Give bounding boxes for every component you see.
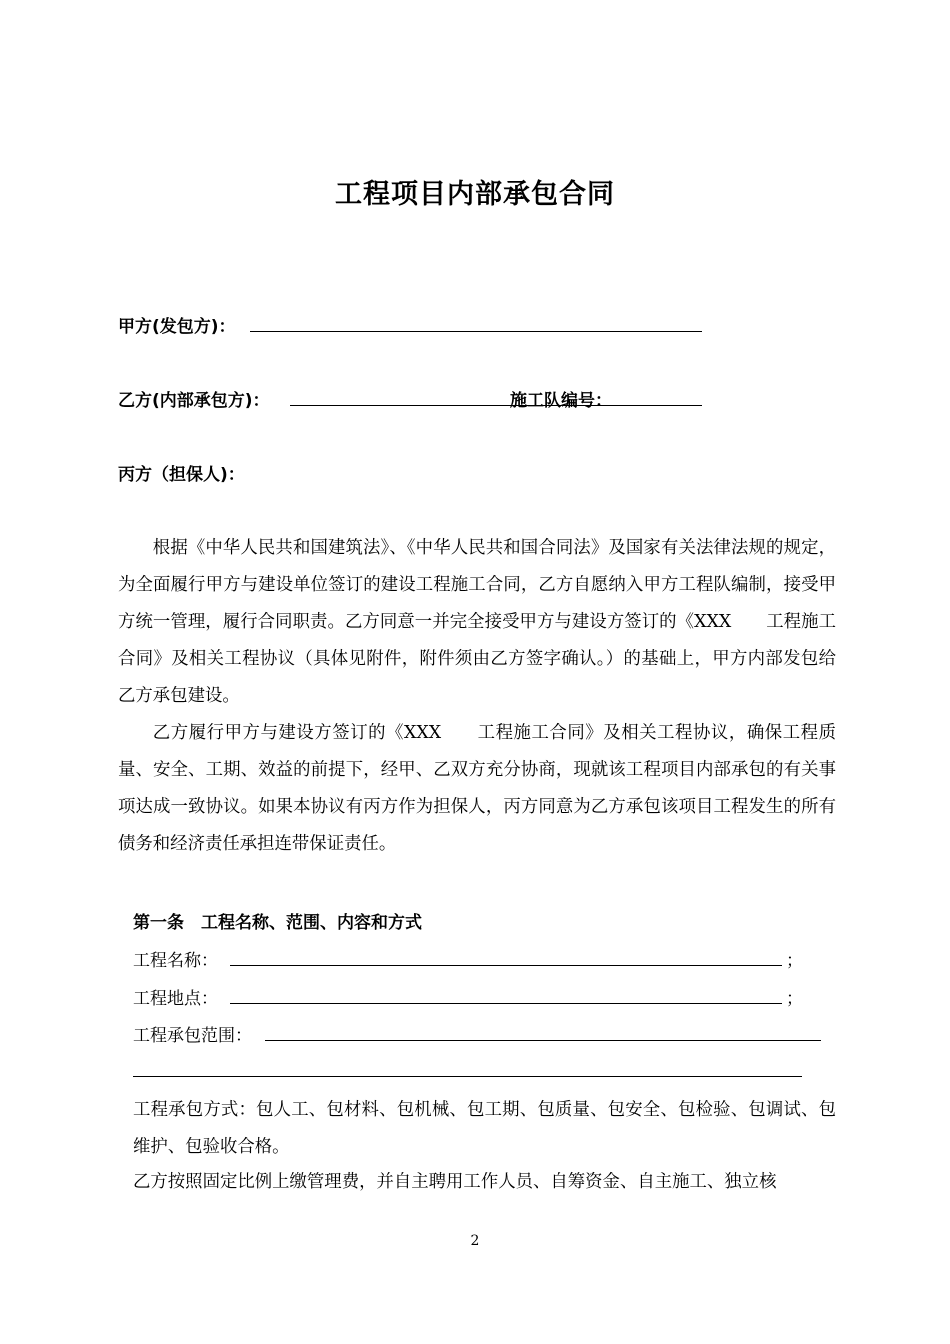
project-name-label: 工程名称： bbox=[133, 951, 218, 971]
party-a-label: 甲方(发包方)： bbox=[118, 317, 236, 337]
project-scope-label: 工程承包范围： bbox=[133, 1026, 252, 1046]
team-number-label: 施工队编号： bbox=[510, 391, 612, 411]
party-b-blank-line bbox=[290, 405, 702, 406]
project-name-semicolon: ； bbox=[786, 951, 803, 971]
party-a-blank-line bbox=[250, 331, 702, 332]
party-c-label: 丙方（担保人)： bbox=[118, 465, 245, 485]
contract-method-paragraph: 工程承包方式：包人工、包材料、包机械、包工期、包质量、包安全、包检验、包调试、包维护、包验收合格。 bbox=[133, 1100, 836, 1157]
project-scope-blank-line-1 bbox=[265, 1040, 821, 1041]
page-title: 工程项目内部承包合同 bbox=[335, 179, 615, 210]
project-location-semicolon: ； bbox=[786, 989, 803, 1009]
project-location-blank-line bbox=[230, 1003, 782, 1004]
project-name-blank-line bbox=[230, 965, 782, 966]
intro-paragraph-1: 根据《中华人民共和国建筑法》、《中华人民共和国合同法》及国家有关法律法规的规定，为全面履行甲方与建设单位签订的建设工程施工合同，乙方自愿纳入甲方工程队编制，接受甲方统一管理，履行合同职责。乙方同意一并完全接受甲方与建设方签订的《XXX 工程施工合同》及相关工程协议（具体见附件，附件须由乙方签字确认。）的基础上，甲方内部发包给乙方承包建设。 bbox=[118, 538, 836, 706]
article-1-title: 第一条 工程名称、范围、内容和方式 bbox=[133, 913, 422, 933]
intro-paragraph-2: 乙方履行甲方与建设方签订的《XXX 工程施工合同》及相关工程协议，确保工程质量、安全、工期、效益的前提下，经甲、乙双方充分协商，现就该工程项目内部承包的有关事项达成一致协议。如果本协议有丙方作为担保人，丙方同意为乙方承包该项目工程发生的所有债务和经济责任承担连带保证责任。 bbox=[118, 723, 836, 854]
page-number: 2 bbox=[470, 1233, 480, 1249]
project-location-label: 工程地点： bbox=[133, 989, 218, 1009]
management-fee-paragraph: 乙方按照固定比例上缴管理费，并自主聘用工作人员、自筹资金、自主施工、独立核 bbox=[133, 1172, 777, 1192]
party-b-label: 乙方(内部承包方)： bbox=[118, 391, 270, 411]
project-scope-blank-line-2 bbox=[133, 1076, 802, 1077]
